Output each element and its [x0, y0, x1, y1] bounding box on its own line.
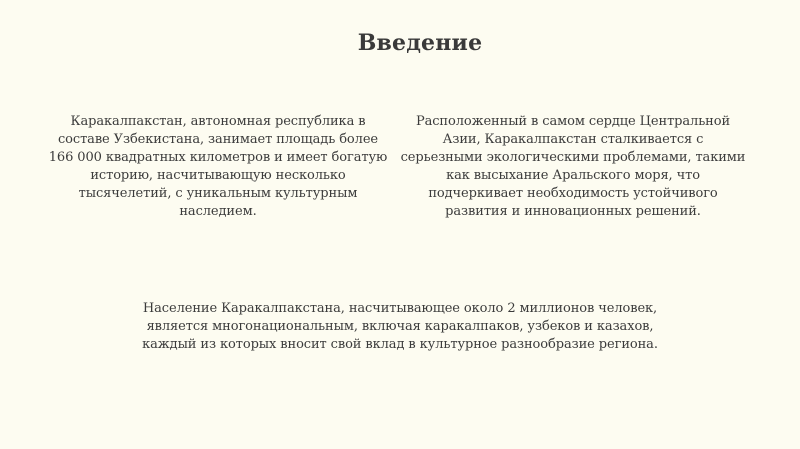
- slide-title: Введение: [357, 30, 483, 56]
- paragraph-left: Каракалпакстан, автономная республика в составе Узбекистана, занимает площадь более 166 000 квадратных километров и имеет богатую историю, насчитывающую несколько тысячелетий, с уникальным культурным наследием.: [48, 114, 388, 219]
- paragraph-right: Расположенный в самом сердце Центральной Азии, Каракалпакстан сталкивается с серьезными экологическими проблемами, такими как высыхание Аральского моря, что подчеркивает необходимость устойчивого развития и инновационных решений.: [400, 114, 746, 219]
- paragraph-bottom: Население Каракалпакстана, насчитывающее около 2 миллионов человек, является многонациональным, включая каракалпаков, узбеков и казахов, каждый из которых вносит свой вклад в культурное разнообразие региона.: [142, 301, 658, 352]
